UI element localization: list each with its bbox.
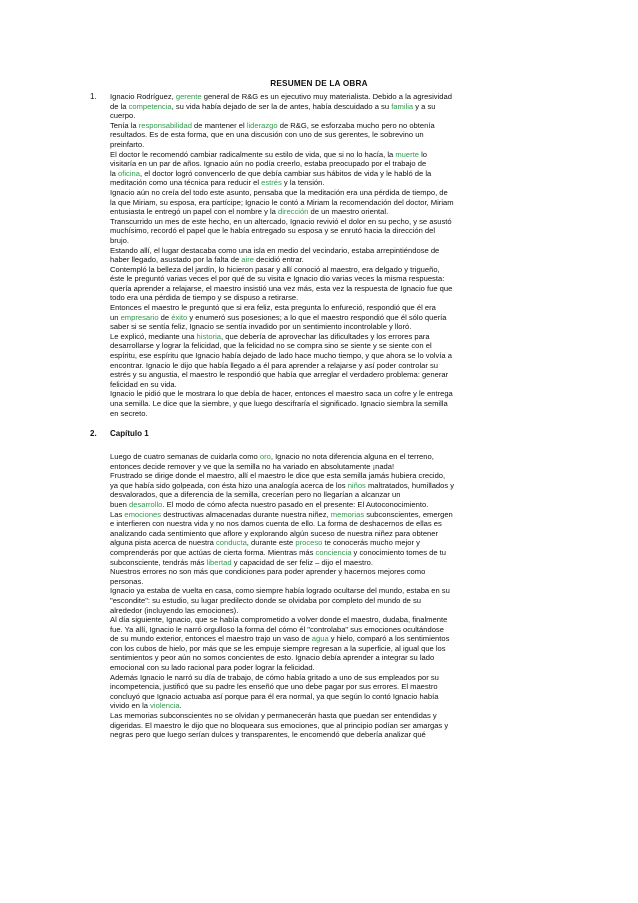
text-segment: la xyxy=(110,168,119,178)
text-segment: Al día siguiente, Ignacio, que se había comprometido a volver donde el maestro, dudaba, finalmente xyxy=(110,615,448,625)
text-line xyxy=(110,471,545,481)
text-segment: un xyxy=(110,312,121,322)
keyword-link[interactable]: oficina xyxy=(118,168,140,178)
text-segment: analizando cada sentimiento que aflore y explorando algún suceso de nuestra niñez para obtener xyxy=(110,528,439,538)
text-segment: de R&G, se esforzaba mucho pero no obtenía xyxy=(277,120,435,130)
list-number-1: 1. xyxy=(90,92,97,101)
text-segment: vivido en la xyxy=(110,701,151,711)
keyword-link[interactable]: liderazgo xyxy=(246,120,278,130)
text-segment: alrededor (incluyendo las emociones). xyxy=(110,605,239,615)
text-line xyxy=(110,399,545,409)
text-line xyxy=(110,711,545,721)
text-line xyxy=(110,332,545,342)
text-segment: ya que había sido golpeada, con ésta hizo una analogía acerca de los xyxy=(110,480,348,490)
text-segment: de un maestro oriental. xyxy=(308,207,389,217)
text-segment: , el doctor logró convencerlo de que debía cambiar sus hábitos de vida y le habló de la xyxy=(139,168,432,178)
text-line xyxy=(110,130,545,140)
text-segment: felicidad en su vida. xyxy=(110,379,177,389)
keyword-link[interactable]: libertad xyxy=(206,557,232,567)
text-segment: digeridas. El maestro le dijo que no bloqueara sus emociones, que al principio podían ser amargas y xyxy=(110,720,449,730)
text-segment: Estando allí, el lugar destacaba como una isla en medio del vecindario, estaba arrepintiéndose de xyxy=(110,245,440,255)
text-line xyxy=(110,586,545,596)
text-segment: éste le preguntó varias veces el por qué de su visita e Ignacio dio varias veces la misma respuesta: xyxy=(110,274,445,284)
text-line xyxy=(110,351,545,361)
text-segment: Nuestros errores no son más que condiciones para poder aprender y hacernos mejores como xyxy=(110,567,426,577)
text-segment: y la tensión. xyxy=(281,178,325,188)
text-line xyxy=(110,625,545,635)
text-segment: entonces decide remover y ve que la semilla no ha variado en absolutamente ¡nada! xyxy=(110,461,395,471)
text-line xyxy=(110,111,545,121)
keyword-link[interactable]: gerente xyxy=(175,92,202,101)
keyword-link[interactable]: emociones xyxy=(124,509,162,519)
keyword-link[interactable]: violencia xyxy=(150,701,180,711)
text-segment: preinfarto. xyxy=(110,139,145,149)
text-segment: Ignacio ya estaba de vuelta en casa, como siempre había logrado ocultarse del mundo, estaba en su xyxy=(110,586,450,596)
text-line xyxy=(110,634,545,644)
text-line xyxy=(110,548,545,558)
text-segment: . xyxy=(179,701,182,711)
text-line xyxy=(110,102,545,112)
text-line xyxy=(110,370,545,380)
text-line xyxy=(110,644,545,654)
text-segment: entusiasta le entregó un papel con el nombre y la xyxy=(110,207,279,217)
section-2-heading: Capítulo 1 xyxy=(110,429,149,438)
text-line xyxy=(110,188,545,198)
text-segment: Ignacio Rodríguez, xyxy=(110,92,176,101)
text-segment: alguna pista acerca de nuestra xyxy=(110,538,216,548)
text-line xyxy=(110,150,545,160)
text-line xyxy=(110,255,545,265)
keyword-link[interactable]: empresario xyxy=(120,312,159,322)
text-segment: desvalorados, que a diferencia de la semilla, crecerían pero no llegarían a alcanzar un xyxy=(110,490,401,500)
text-line xyxy=(110,682,545,692)
text-line xyxy=(110,207,545,217)
text-line xyxy=(110,274,545,284)
text-segment: maltratados, humillados y xyxy=(365,480,455,490)
text-line xyxy=(110,462,545,472)
text-segment: cuerpo. xyxy=(110,111,136,121)
text-segment: Contempló la belleza del jardín, lo hicieron pasar y allí conoció al maestro, era delgado y trigueño, xyxy=(110,264,440,274)
text-segment: subconsciente, tendrás más xyxy=(110,557,207,567)
keyword-link[interactable]: conciencia xyxy=(315,547,352,557)
text-line xyxy=(110,303,545,313)
text-line xyxy=(110,198,545,208)
text-segment: comprenderás por que actúas de cierta forma. Mientras más xyxy=(110,547,316,557)
text-line xyxy=(110,246,545,256)
text-segment: de xyxy=(158,312,172,322)
text-segment: de la xyxy=(110,101,129,111)
text-segment: todo era una pérdida de tiempo y se dispuso a retirarse. xyxy=(110,293,299,303)
list-number-2: 2. xyxy=(90,429,97,438)
text-segment: te conocerás mucho mejor y xyxy=(322,538,420,548)
text-segment: general de R&G es un ejecutivo muy materialista. Debido a la agresividad xyxy=(201,92,452,101)
text-segment: , su vida había dejado de ser la de antes, había descuidado a su xyxy=(171,101,392,111)
text-segment: Además Ignacio le narró su día de trabajo, de cómo había gritado a uno de sus empleados por su xyxy=(110,672,439,682)
keyword-link[interactable]: conducta xyxy=(215,538,247,548)
text-segment: , Ignacio no nota diferencia alguna en el terreno, xyxy=(270,452,434,461)
text-segment: . El modo de cómo afecta nuestro pasado en el presente: El Autoconocimiento. xyxy=(162,499,429,509)
keyword-link[interactable]: oro xyxy=(259,452,271,461)
text-line xyxy=(110,226,545,236)
text-segment: Frustrado se dirige donde el maestro, allí el maestro le dice que esta semilla jamás hubiera crecido, xyxy=(110,471,446,481)
text-segment: Le explicó, mediante una xyxy=(110,331,197,341)
text-line xyxy=(110,577,545,587)
keyword-link[interactable]: competencia xyxy=(128,101,172,111)
text-line xyxy=(110,178,545,188)
text-segment: encontrar. Ignacio le dijo que había llegado a él para aprender a relajarse y así poder controlar su xyxy=(110,360,439,370)
text-segment: subconscientes, emergen xyxy=(364,509,453,519)
text-line xyxy=(110,169,545,179)
text-segment: lo xyxy=(418,149,428,159)
keyword-link[interactable]: éxito xyxy=(171,312,188,322)
text-segment: "escondite": su estudio, su lugar predilecto donde se olvidaba por completo del mundo de su xyxy=(110,595,422,605)
text-line xyxy=(110,140,545,150)
text-line xyxy=(110,663,545,673)
text-line xyxy=(110,558,545,568)
text-segment: estrés y su angustia, el maestro le respondió que había que arreglar el verdadero problema: generar xyxy=(110,370,449,380)
text-segment: brujo. xyxy=(110,235,129,245)
keyword-link[interactable]: estrés xyxy=(261,178,282,188)
keyword-link[interactable]: proceso xyxy=(295,538,323,548)
text-segment: Luego de cuatro semanas de cuidarla como xyxy=(110,452,260,461)
keyword-link[interactable]: memorias xyxy=(330,509,365,519)
text-segment: emocional con su lado racional para poder lograr la felicidad. xyxy=(110,663,315,673)
text-segment: con los cubos de hielo, por más que se les empuje siempre regresan a la superficie, al igual que los xyxy=(110,643,446,653)
text-segment: fue. Ya allí, Ignacio le narró orgulloso la forma del cómo él "controlaba" sus emociones ocultándose xyxy=(110,624,444,634)
text-segment: la que Miriam, su esposa, era partícipe; Ignacio le contó a Miriam la recomendación del doctor, Miriam xyxy=(110,197,454,207)
text-segment: haber llegado, asustado por la falta de xyxy=(110,255,242,265)
text-line xyxy=(110,730,545,740)
text-line xyxy=(110,293,545,303)
text-segment: El doctor le recomendó cambiar radicalmente su estilo de vida, que si no lo hacía, la xyxy=(110,149,396,159)
text-line xyxy=(110,452,545,462)
text-segment: decidió entrar. xyxy=(253,255,304,265)
text-line xyxy=(110,481,545,491)
text-segment: resultados. Es de esta forma, que en una discusión con uno de sus gerentes, le sobrevino un xyxy=(110,130,424,140)
text-segment: y conocimiento tomes de tu xyxy=(351,547,446,557)
document-title: RESUMEN DE LA OBRA xyxy=(270,79,368,88)
text-segment: negras pero que luego serían dulces y transparentes, le encomendó que debería analizar qué xyxy=(110,730,426,740)
text-segment: y hielo, comparó a los sentimientos xyxy=(328,634,450,644)
text-line xyxy=(110,92,545,102)
text-line xyxy=(110,265,545,275)
text-segment: Tenía la xyxy=(110,120,139,130)
text-line xyxy=(110,673,545,683)
text-segment: una semilla. Le dice que la siembre, y que luego descifraría el significado. Ignacio siembra la semilla xyxy=(110,399,448,408)
text-segment: Las xyxy=(110,509,125,519)
text-segment: espíritu, ese espíritu que Ignacio había dejado de lado hace mucho tiempo, y que ahora se lo volvía a xyxy=(110,351,452,361)
text-line xyxy=(110,322,545,332)
text-segment: personas. xyxy=(110,576,144,586)
keyword-link[interactable]: responsabilidad xyxy=(138,120,192,130)
text-line xyxy=(110,615,545,625)
text-segment: sentimientos y peor aún no somos concientes de esto. Ignacio debía aprender a integrar su lado xyxy=(110,653,435,663)
text-line xyxy=(110,380,545,390)
keyword-link[interactable]: muerte xyxy=(395,149,419,159)
text-segment: destructivas almacenadas durante nuestra niñez, xyxy=(161,509,331,519)
text-segment: concluyó que Ignacio actuaba así porque para él era normal, ya que según lo contó Ignacio había xyxy=(110,691,439,701)
text-segment: en secreto. xyxy=(110,408,148,418)
text-line xyxy=(110,596,545,606)
text-line xyxy=(110,490,545,500)
text-line xyxy=(110,567,545,577)
text-segment: quería aprender a relajarse, el maestro insistió una vez más, esta vez la respuesta de Ignacio fue que xyxy=(110,283,453,293)
text-line xyxy=(110,500,545,510)
text-line xyxy=(110,529,545,539)
text-line xyxy=(110,236,545,246)
text-line xyxy=(110,159,545,169)
keyword-link[interactable]: familia xyxy=(391,101,414,111)
keyword-link[interactable]: aire xyxy=(241,255,254,265)
text-line xyxy=(110,721,545,731)
text-line xyxy=(110,341,545,351)
text-segment: Entonces el maestro le preguntó que si era feliz, esta pregunta lo enfureció, respondió que él era xyxy=(110,303,436,313)
text-segment: de su mundo exterior, entonces el maestro trajo un vaso de xyxy=(110,634,312,644)
text-segment: muchísimo, recordó el papel que le había entregado su esposa y se enrutó hacia la dirección del xyxy=(110,226,436,236)
text-segment: Ignacio le pidió que le mostrara lo que debía de hacer, entonces el maestro saca un cofre y le entrega xyxy=(110,389,453,399)
text-line xyxy=(110,510,545,520)
text-segment: , durante este xyxy=(246,538,296,548)
text-line xyxy=(110,606,545,616)
text-line xyxy=(110,692,545,702)
text-segment: y a su xyxy=(413,101,436,111)
keyword-link[interactable]: niños xyxy=(347,480,366,490)
keyword-link[interactable]: historia xyxy=(196,331,222,341)
text-segment: de mantener el xyxy=(191,120,247,130)
keyword-link[interactable]: desarrollo xyxy=(129,499,163,509)
text-line xyxy=(110,121,545,131)
text-line xyxy=(110,519,545,529)
text-segment: buen xyxy=(110,499,130,509)
text-segment: meditación como una técnica para reducir el xyxy=(110,178,262,188)
text-segment: Las memorias subconscientes no se olvidan y permanecerán hasta que puedan ser entendidas y xyxy=(110,711,437,721)
text-line xyxy=(110,409,545,419)
text-segment: visitaría en un par de años. Ignacio aún no podía creerlo, estaba preocupado por el trabajo de xyxy=(110,159,427,169)
text-line xyxy=(110,538,545,548)
text-segment: e interfieren con nuestra vida y no nos damos cuenta de ello. La forma de deshacernos de ellas es xyxy=(110,519,442,529)
text-segment: incompetencia, justificó que su padre les enseñó que uno debe pagar por sus errores. El maestro xyxy=(110,682,438,692)
text-line xyxy=(110,313,545,323)
text-segment: desarrollarse y lograr la felicidad, que la felicidad no se compra sino se siente y se siente con el xyxy=(110,341,432,351)
text-segment: , que debería de aprovechar las dificultades y los errores para xyxy=(221,331,430,341)
text-segment: Ignacio aún no creía del todo este asunto, pensaba que la meditación era una pérdida de tiempo, de xyxy=(110,187,448,197)
text-segment: y capacidad de ser feliz – dijo el maestro. xyxy=(231,557,373,567)
text-line xyxy=(110,389,545,399)
keyword-link[interactable]: agua xyxy=(311,634,329,644)
text-line xyxy=(110,361,545,371)
text-segment: saber si se sentía feliz, Ignacio se sentía invadido por un sentimiento incontrolable y lloró. xyxy=(110,322,412,332)
text-segment: y enumeró sus posesiones; a lo que el maestro respondió que él sólo quería xyxy=(187,312,447,322)
text-line xyxy=(110,653,545,663)
section-1-body xyxy=(110,92,545,418)
text-line xyxy=(110,701,545,711)
text-line xyxy=(110,284,545,294)
section-2-body xyxy=(110,452,545,740)
text-line xyxy=(110,217,545,227)
keyword-link[interactable]: dirección xyxy=(278,207,309,217)
text-segment: Transcurrido un mes de este hecho, en un altercado, Ignacio revivió el dolor en su pecho, y se asustó xyxy=(110,216,452,226)
